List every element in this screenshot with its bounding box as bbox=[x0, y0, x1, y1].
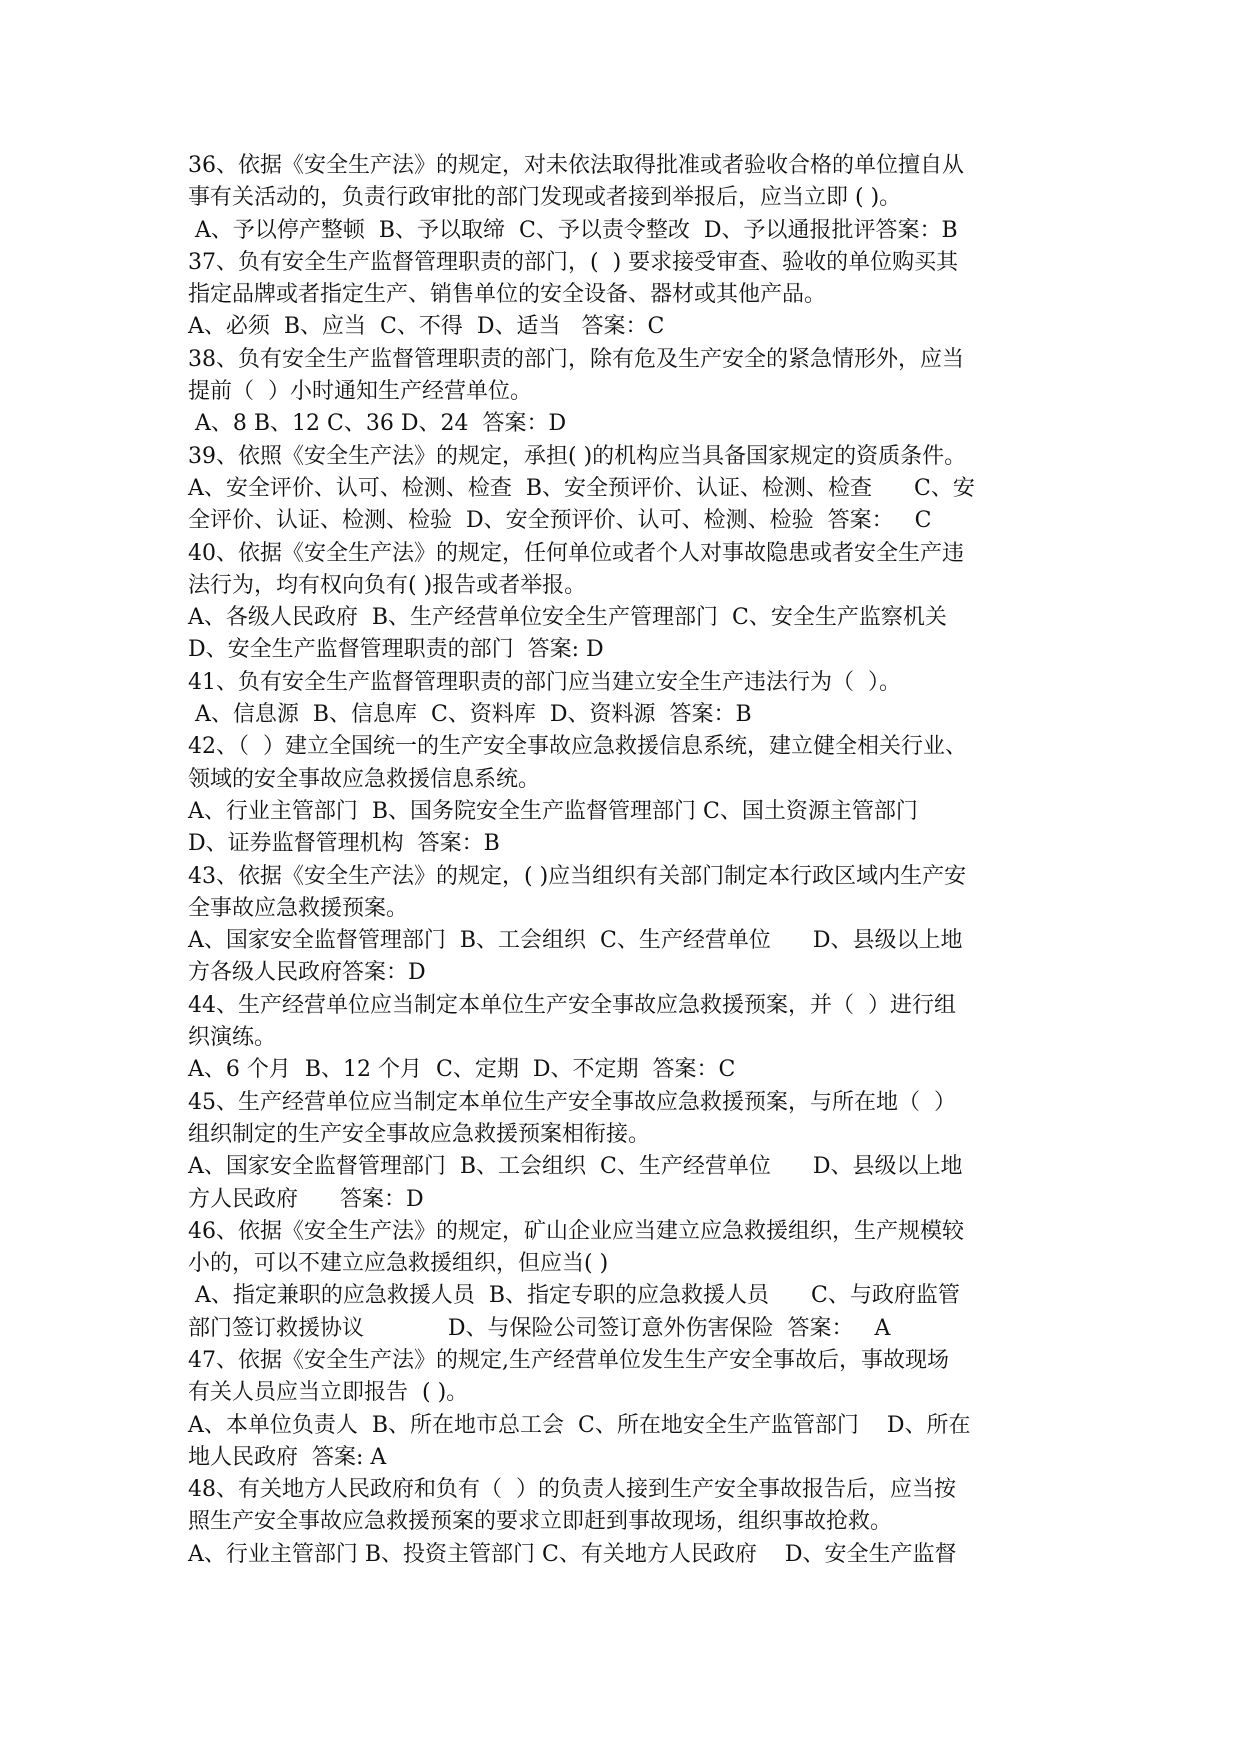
text-line: 方人民政府 答案：D bbox=[188, 1186, 424, 1212]
text-line: D、证券监督管理机构 答案：B bbox=[188, 831, 500, 857]
text-line: 全事故应急救援预案。 bbox=[188, 895, 409, 921]
text-line: 指定品牌或者指定生产、销售单位的安全设备、器材或其他产品。 bbox=[188, 282, 827, 308]
text-line: 全评价、认证、检测、检验 D、安全预评价、认可、检测、检验 答案： C bbox=[188, 508, 932, 534]
text-line: 45、生产经营单位应当制定本单位生产安全事故应急救援预案，与所在地（ ） bbox=[188, 1089, 956, 1115]
text-line: 46、依据《安全生产法》的规定，矿山企业应当建立应急救援组织，生产规模较 bbox=[188, 1218, 964, 1244]
text-line: 42、（ ）建立全国统一的生产安全事故应急救援信息系统，建立健全相关行业、 bbox=[188, 734, 967, 760]
text-line: 有关人员应当立即报告 ( )。 bbox=[188, 1380, 469, 1406]
text-line: 地人民政府 答案: A bbox=[188, 1444, 387, 1470]
text-line: 部门签订救援协议 D、与保险公司签订意外伤害保险 答案： A bbox=[188, 1315, 891, 1341]
text-line: A、国家安全监督管理部门 B、工会组织 C、生产经营单位 D、县级以上地 bbox=[188, 928, 963, 954]
text-line: A、行业主管部门 B、国务院安全生产监督管理部门 C、国土资源主管部门 bbox=[188, 798, 918, 824]
text-line: A、6 个月 B、12 个月 C、定期 D、不定期 答案：C bbox=[188, 1057, 736, 1083]
text-line: 织演练。 bbox=[188, 1025, 277, 1051]
text-line: A、8 B、12 C、36 D、24 答案：D bbox=[188, 411, 567, 437]
text-line: 43、依据《安全生产法》的规定，( )应当组织有关部门制定本行政区域内生产安 bbox=[188, 863, 967, 889]
text-line: A、各级人民政府 B、生产经营单位安全生产管理部门 C、安全生产监察机关 bbox=[188, 605, 947, 631]
text-line: 38、负有安全生产监督管理职责的部门，除有危及生产安全的紧急情形外，应当 bbox=[188, 346, 964, 372]
document-body bbox=[188, 150, 1068, 1571]
text-line: D、安全生产监督管理职责的部门 答案: D bbox=[188, 637, 604, 663]
text-line: 48、有关地方人民政府和负有（ ）的负责人接到生产安全事故报告后，应当按 bbox=[188, 1477, 956, 1503]
text-line: A、国家安全监督管理部门 B、工会组织 C、生产经营单位 D、县级以上地 bbox=[188, 1154, 963, 1180]
text-line: 组织制定的生产安全事故应急救援预案相衔接。 bbox=[188, 1121, 651, 1147]
text-line: A、安全评价、认可、检测、检查 B、安全预评价、认证、检测、检查 C、安 bbox=[188, 475, 975, 501]
text-line: 照生产安全事故应急救援预案的要求立即赶到事故现场，组织事故抢救。 bbox=[188, 1509, 893, 1535]
text-line: 39、依照《安全生产法》的规定，承担( )的机构应当具备国家规定的资质条件。 bbox=[188, 443, 967, 469]
text-line: A、信息源 B、信息库 C、资料库 D、资料源 答案：B bbox=[188, 702, 752, 728]
text-line: 小的，可以不建立应急救援组织，但应当( ) bbox=[188, 1251, 609, 1277]
text-line: A、必须 B、应当 C、不得 D、适当 答案：C bbox=[188, 314, 665, 340]
text-line: 40、依据《安全生产法》的规定，任何单位或者个人对事故隐患或者安全生产违 bbox=[188, 540, 964, 566]
text-line: 法行为，均有权向负有( )报告或者举报。 bbox=[188, 572, 587, 598]
text-line: 44、生产经营单位应当制定本单位生产安全事故应急救援预案，并（ ）进行组 bbox=[188, 992, 956, 1018]
text-line: 方各级人民政府答案：D bbox=[188, 960, 426, 986]
text-line: A、行业主管部门 B、投资主管部门 C、有关地方人民政府 D、安全生产监督 bbox=[188, 1541, 957, 1567]
text-line: A、本单位负责人 B、所在地市总工会 C、所在地安全生产监管部门 D、所在 bbox=[188, 1412, 971, 1438]
text-line: 提前（ ）小时通知生产经营单位。 bbox=[188, 379, 532, 405]
text-line: 事有关活动的，负责行政审批的部门发现或者接到举报后，应当立即 ( )。 bbox=[188, 185, 902, 211]
text-line: A、予以停产整顿 B、予以取缔 C、予以责令整改 D、予以通报批评答案：B bbox=[188, 217, 958, 243]
text-line: 37、负有安全生产监督管理职责的部门，( ) 要求接受审查、验收的单位购买其 bbox=[188, 249, 959, 275]
text-line: 领域的安全事故应急救援信息系统。 bbox=[188, 766, 541, 792]
text-line: 47、依据《安全生产法》的规定,生产经营单位发生生产安全事故后，事故现场 bbox=[188, 1347, 949, 1373]
text-line: 36、依据《安全生产法》的规定，对未依法取得批准或者验收合格的单位擅自从 bbox=[188, 153, 964, 178]
text-line: 41、负有安全生产监督管理职责的部门应当建立安全生产违法行为（ ）。 bbox=[188, 669, 901, 695]
text-line: A、指定兼职的应急救援人员 B、指定专职的应急救援人员 C、与政府监管 bbox=[188, 1283, 960, 1309]
